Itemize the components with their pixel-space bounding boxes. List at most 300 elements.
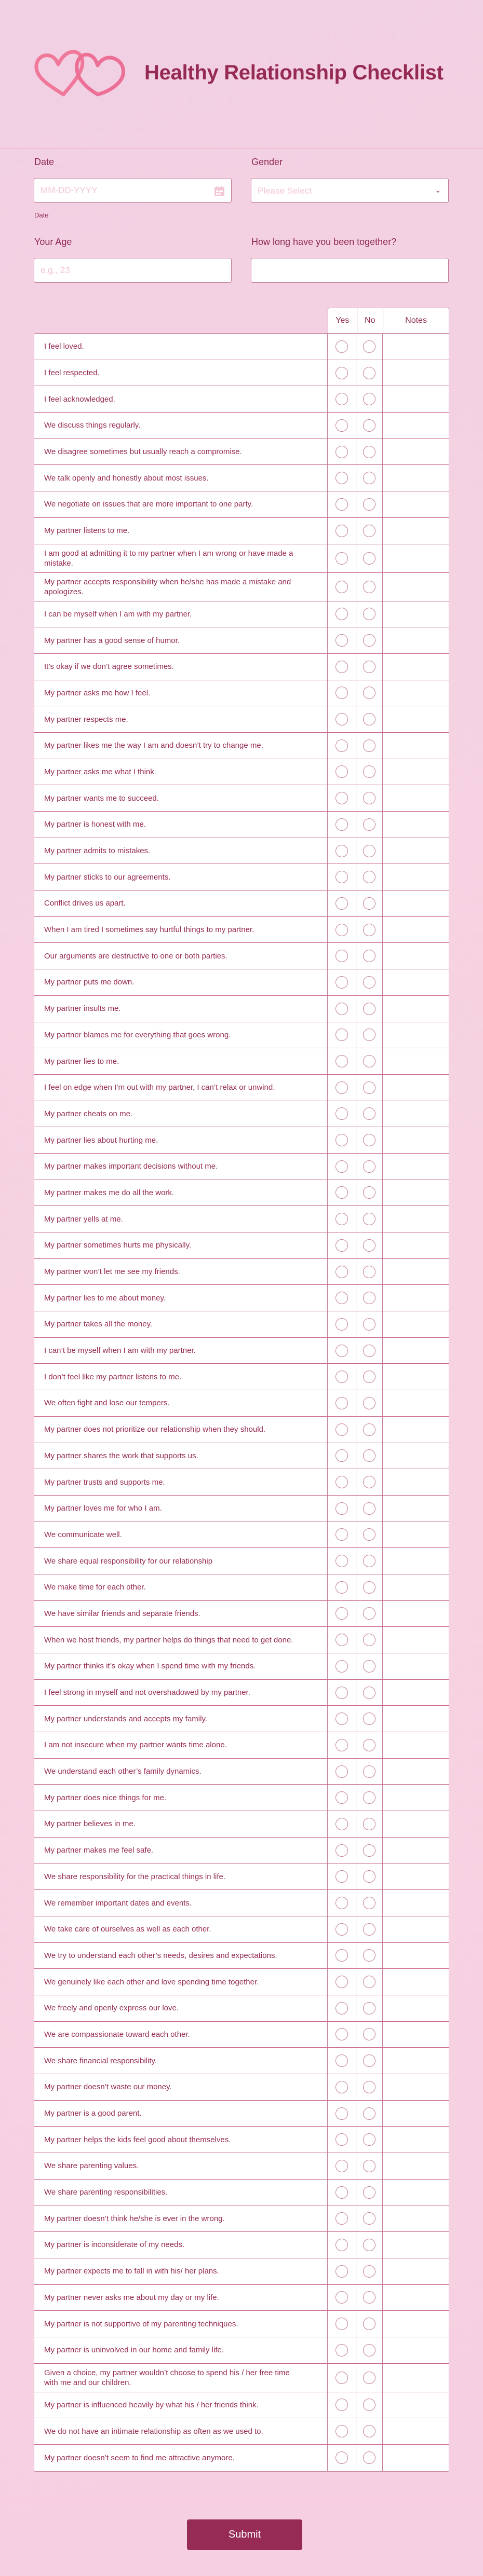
no-radio[interactable] <box>363 687 375 699</box>
notes-cell[interactable] <box>383 2048 449 2074</box>
no-radio[interactable] <box>363 739 375 752</box>
no-cell <box>356 969 383 995</box>
notes-cell[interactable] <box>383 759 449 785</box>
yes-radio[interactable] <box>336 552 348 565</box>
no-radio[interactable] <box>363 1818 375 1830</box>
yes-radio[interactable] <box>336 1739 348 1751</box>
table-row <box>34 812 449 838</box>
no-radio[interactable] <box>363 1528 375 1541</box>
yes-radio[interactable] <box>336 713 348 725</box>
notes-cell[interactable] <box>383 996 449 1022</box>
yes-radio[interactable] <box>336 608 348 620</box>
notes-cell[interactable] <box>383 1732 449 1758</box>
yes-radio[interactable] <box>336 1476 348 1488</box>
table-row <box>34 1364 449 1390</box>
no-radio[interactable] <box>363 552 375 565</box>
yes-radio[interactable] <box>336 792 348 804</box>
notes-cell[interactable] <box>383 1969 449 1995</box>
no-radio[interactable] <box>363 1687 375 1699</box>
yes-radio[interactable] <box>336 2028 348 2040</box>
no-radio[interactable] <box>363 1239 375 1252</box>
yes-cell <box>328 573 357 601</box>
no-radio[interactable] <box>363 634 375 647</box>
notes-cell[interactable] <box>383 1548 449 1574</box>
question-text: My partner never asks me about my day or my life. <box>34 2285 328 2311</box>
no-radio[interactable] <box>363 525 375 537</box>
no-radio[interactable] <box>363 1107 375 1120</box>
yes-cell <box>328 1785 357 1811</box>
notes-cell[interactable] <box>383 1785 449 1811</box>
notes-cell[interactable] <box>383 2311 449 2337</box>
notes-cell[interactable] <box>383 601 449 627</box>
no-radio[interactable] <box>363 1160 375 1173</box>
yes-radio[interactable] <box>336 1081 348 1094</box>
notes-cell[interactable] <box>383 1206 449 1232</box>
yes-radio[interactable] <box>336 1266 348 1278</box>
notes-cell[interactable] <box>383 1022 449 1048</box>
yes-cell <box>328 2337 357 2363</box>
no-radio[interactable] <box>363 1134 375 1146</box>
no-radio[interactable] <box>363 2133 375 2146</box>
notes-cell[interactable] <box>383 2127 449 2153</box>
notes-cell[interactable] <box>383 1653 449 1679</box>
no-radio[interactable] <box>363 765 375 778</box>
yes-radio[interactable] <box>336 1660 348 1673</box>
notes-cell[interactable] <box>383 1285 449 1311</box>
yes-radio[interactable] <box>336 976 348 989</box>
yes-radio[interactable] <box>336 1107 348 1120</box>
gender-select[interactable] <box>251 178 449 203</box>
yes-radio[interactable] <box>336 687 348 699</box>
no-radio[interactable] <box>363 1923 375 1936</box>
no-radio[interactable] <box>363 2081 375 2093</box>
no-radio[interactable] <box>363 1976 375 1988</box>
yes-radio[interactable] <box>336 1818 348 1830</box>
no-radio[interactable] <box>363 2107 375 2120</box>
notes-cell[interactable] <box>383 2337 449 2363</box>
no-radio[interactable] <box>363 2372 375 2384</box>
no-cell <box>356 2153 383 2179</box>
notes-cell[interactable] <box>383 1311 449 1337</box>
yes-cell <box>328 943 357 969</box>
yes-radio[interactable] <box>336 2318 348 2330</box>
yes-radio[interactable] <box>336 340 348 353</box>
yes-radio[interactable] <box>336 1292 348 1304</box>
notes-cell[interactable] <box>383 1364 449 1390</box>
no-cell <box>356 680 383 706</box>
notes-cell[interactable] <box>383 1811 449 1837</box>
yes-radio[interactable] <box>336 1502 348 1515</box>
yes-radio[interactable] <box>336 2160 348 2172</box>
no-radio[interactable] <box>363 1634 375 1646</box>
yes-cell <box>328 1285 357 1311</box>
notes-cell[interactable] <box>383 1890 449 1916</box>
notes-cell[interactable] <box>383 1469 449 1495</box>
no-radio[interactable] <box>363 2028 375 2040</box>
no-radio[interactable] <box>363 950 375 962</box>
table-row <box>34 1390 449 1417</box>
yes-radio[interactable] <box>336 1555 348 1567</box>
notes-cell[interactable] <box>383 1075 449 1101</box>
yes-radio[interactable] <box>336 1397 348 1409</box>
no-radio[interactable] <box>363 2265 375 2278</box>
yes-radio[interactable] <box>336 1607 348 1620</box>
no-radio[interactable] <box>363 2239 375 2251</box>
notes-cell[interactable] <box>383 2074 449 2100</box>
yes-radio[interactable] <box>336 1949 348 1962</box>
submit-button[interactable]: Submit <box>187 2519 302 2550</box>
notes-cell[interactable] <box>383 1048 449 1074</box>
notes-cell[interactable] <box>383 2180 449 2205</box>
question-text: We share financial responsibility. <box>34 2048 328 2074</box>
question-text: My partner yells at me. <box>34 1206 328 1232</box>
no-cell <box>356 2205 383 2231</box>
yes-radio[interactable] <box>336 2002 348 2015</box>
notes-cell[interactable] <box>383 334 449 360</box>
notes-cell[interactable] <box>383 2258 449 2284</box>
notes-cell[interactable] <box>383 1338 449 1364</box>
yes-radio[interactable] <box>336 393 348 405</box>
no-radio[interactable] <box>363 1739 375 1751</box>
notes-cell[interactable] <box>383 2392 449 2418</box>
notes-cell[interactable] <box>383 439 449 465</box>
no-cell <box>356 1916 383 1942</box>
age-field[interactable] <box>34 258 232 283</box>
notes-cell[interactable] <box>383 812 449 838</box>
yes-radio[interactable] <box>336 765 348 778</box>
yes-cell <box>328 706 357 732</box>
yes-radio[interactable] <box>336 1160 348 1173</box>
no-radio[interactable] <box>363 367 375 379</box>
together-input[interactable] <box>251 258 448 282</box>
notes-cell[interactable] <box>383 890 449 916</box>
yes-radio[interactable] <box>336 1186 348 1199</box>
yes-radio[interactable] <box>336 2265 348 2278</box>
notes-cell[interactable] <box>383 491 449 517</box>
notes-cell[interactable] <box>383 1417 449 1443</box>
notes-cell[interactable] <box>383 969 449 995</box>
no-radio[interactable] <box>363 818 375 831</box>
notes-cell[interactable] <box>383 2364 449 2392</box>
yes-radio[interactable] <box>336 2372 348 2384</box>
yes-radio[interactable] <box>336 739 348 752</box>
yes-radio[interactable] <box>336 2212 348 2225</box>
notes-cell[interactable] <box>383 1627 449 1653</box>
notes-cell[interactable] <box>383 1522 449 1548</box>
date-input[interactable] <box>34 179 231 202</box>
no-radio[interactable] <box>363 1371 375 1383</box>
question-text: We often fight and lose our tempers. <box>34 1390 328 1416</box>
yes-radio[interactable] <box>336 2425 348 2437</box>
no-radio[interactable] <box>363 1581 375 1594</box>
question-text: I don’t feel like my partner listens to me. <box>34 1364 328 1390</box>
no-radio[interactable] <box>363 1870 375 1883</box>
notes-cell[interactable] <box>383 1995 449 2021</box>
question-text: My partner is not supportive of my parenting techniques. <box>34 2311 328 2337</box>
yes-radio[interactable] <box>336 581 348 593</box>
no-radio[interactable] <box>363 1476 375 1488</box>
notes-cell[interactable] <box>383 943 449 969</box>
notes-cell[interactable] <box>383 838 449 864</box>
yes-radio[interactable] <box>336 1029 348 1041</box>
notes-cell[interactable] <box>383 733 449 759</box>
no-radio[interactable] <box>363 1397 375 1409</box>
yes-radio[interactable] <box>336 1345 348 1357</box>
together-field[interactable] <box>251 258 449 283</box>
question-text: My partner won’t let me see my friends. <box>34 1259 328 1285</box>
yes-cell <box>328 627 357 653</box>
no-radio[interactable] <box>363 976 375 989</box>
notes-cell[interactable] <box>383 627 449 653</box>
no-radio[interactable] <box>363 2212 375 2225</box>
notes-cell[interactable] <box>383 360 449 386</box>
notes-cell[interactable] <box>383 573 449 601</box>
no-radio[interactable] <box>363 1055 375 1067</box>
no-radio[interactable] <box>363 1423 375 1436</box>
yes-cell <box>328 1364 357 1390</box>
notes-cell[interactable] <box>383 1154 449 1180</box>
no-radio[interactable] <box>363 897 375 910</box>
no-radio[interactable] <box>363 792 375 804</box>
no-radio[interactable] <box>363 608 375 620</box>
notes-cell[interactable] <box>383 706 449 732</box>
no-radio[interactable] <box>363 1844 375 1857</box>
no-radio[interactable] <box>363 924 375 936</box>
notes-cell[interactable] <box>383 1680 449 1706</box>
yes-radio[interactable] <box>336 1239 348 1252</box>
yes-radio[interactable] <box>336 1003 348 1015</box>
no-radio[interactable] <box>363 2002 375 2015</box>
no-radio[interactable] <box>363 419 375 432</box>
no-radio[interactable] <box>363 1555 375 1567</box>
no-radio[interactable] <box>363 1003 375 1015</box>
notes-cell[interactable] <box>383 544 449 572</box>
no-radio[interactable] <box>363 661 375 673</box>
notes-cell[interactable] <box>383 1706 449 1732</box>
notes-cell[interactable] <box>383 413 449 439</box>
notes-cell[interactable] <box>383 680 449 706</box>
notes-cell[interactable] <box>383 2101 449 2127</box>
yes-radio[interactable] <box>336 1423 348 1436</box>
no-radio[interactable] <box>363 1712 375 1725</box>
no-radio[interactable] <box>363 1607 375 1620</box>
no-radio[interactable] <box>363 713 375 725</box>
no-radio[interactable] <box>363 2186 375 2199</box>
yes-radio[interactable] <box>336 1923 348 1936</box>
no-radio[interactable] <box>363 2451 375 2464</box>
notes-cell[interactable] <box>383 1496 449 1522</box>
yes-radio[interactable] <box>336 2291 348 2304</box>
question-text: My partner sometimes hurts me physically. <box>34 1232 328 1258</box>
no-radio[interactable] <box>363 2054 375 2067</box>
date-field[interactable] <box>34 178 232 203</box>
no-cell <box>356 334 383 360</box>
yes-radio[interactable] <box>336 1371 348 1383</box>
no-radio[interactable] <box>363 2425 375 2437</box>
yes-radio[interactable] <box>336 1976 348 1988</box>
notes-cell[interactable] <box>383 2418 449 2444</box>
yes-radio[interactable] <box>336 924 348 936</box>
notes-cell[interactable] <box>383 2153 449 2179</box>
yes-radio[interactable] <box>336 2054 348 2067</box>
table-row <box>34 969 449 996</box>
notes-cell[interactable] <box>383 654 449 680</box>
notes-cell[interactable] <box>383 1943 449 1969</box>
yes-radio[interactable] <box>336 1844 348 1857</box>
table-row <box>34 1943 449 1969</box>
no-radio[interactable] <box>363 340 375 353</box>
question-text: I am not insecure when my partner wants time alone. <box>34 1732 328 1758</box>
yes-cell <box>328 1232 357 1258</box>
yes-radio[interactable] <box>336 498 348 511</box>
no-radio[interactable] <box>363 1502 375 1515</box>
notes-cell[interactable] <box>383 1574 449 1600</box>
yes-radio[interactable] <box>336 661 348 673</box>
no-cell <box>356 1259 383 1285</box>
no-cell <box>356 1048 383 1074</box>
yes-radio[interactable] <box>336 1791 348 1804</box>
no-radio[interactable] <box>363 1029 375 1041</box>
no-radio[interactable] <box>363 1081 375 1094</box>
table-row <box>34 360 449 387</box>
yes-radio[interactable] <box>336 2081 348 2093</box>
age-input[interactable] <box>34 258 231 282</box>
no-cell <box>356 1811 383 1837</box>
yes-radio[interactable] <box>336 1765 348 1778</box>
yes-radio[interactable] <box>336 634 348 647</box>
notes-cell[interactable] <box>383 1838 449 1864</box>
yes-radio[interactable] <box>336 1712 348 1725</box>
yes-radio[interactable] <box>336 2451 348 2464</box>
no-cell <box>356 1232 383 1258</box>
question-text: We negotiate on issues that are more important to one party. <box>34 491 328 517</box>
yes-radio[interactable] <box>336 367 348 379</box>
no-radio[interactable] <box>363 1660 375 1673</box>
no-radio[interactable] <box>363 1318 375 1331</box>
notes-cell[interactable] <box>383 1232 449 1258</box>
notes-cell[interactable] <box>383 785 449 811</box>
yes-radio[interactable] <box>336 845 348 857</box>
yes-cell <box>328 1653 357 1679</box>
no-radio[interactable] <box>363 2399 375 2411</box>
no-radio[interactable] <box>363 1449 375 1462</box>
yes-radio[interactable] <box>336 1897 348 1909</box>
no-radio[interactable] <box>363 1345 375 1357</box>
notes-cell[interactable] <box>383 518 449 544</box>
question-text: My partner likes me the way I am and doesn’t try to change me. <box>34 733 328 759</box>
no-radio[interactable] <box>363 472 375 484</box>
yes-radio[interactable] <box>336 1687 348 1699</box>
no-radio[interactable] <box>363 2318 375 2330</box>
yes-cell <box>328 1627 357 1653</box>
yes-radio[interactable] <box>336 472 348 484</box>
notes-cell[interactable] <box>383 864 449 890</box>
yes-radio[interactable] <box>336 2186 348 2199</box>
no-radio[interactable] <box>363 845 375 857</box>
yes-radio[interactable] <box>336 950 348 962</box>
yes-radio[interactable] <box>336 1318 348 1331</box>
notes-cell[interactable] <box>383 2445 449 2471</box>
yes-radio[interactable] <box>336 2239 348 2251</box>
yes-cell <box>328 1048 357 1074</box>
yes-radio[interactable] <box>336 525 348 537</box>
question-text: My partner is inconsiderate of my needs. <box>34 2232 328 2258</box>
no-radio[interactable] <box>363 1765 375 1778</box>
no-radio[interactable] <box>363 1897 375 1909</box>
yes-radio[interactable] <box>336 2344 348 2356</box>
yes-radio[interactable] <box>336 1213 348 1225</box>
notes-cell[interactable] <box>383 1601 449 1627</box>
no-radio[interactable] <box>363 871 375 883</box>
no-radio[interactable] <box>363 2291 375 2304</box>
yes-radio[interactable] <box>336 419 348 432</box>
table-row <box>34 627 449 654</box>
no-radio[interactable] <box>363 1186 375 1199</box>
notes-cell[interactable] <box>383 2232 449 2258</box>
no-cell <box>356 1627 383 1653</box>
yes-radio[interactable] <box>336 871 348 883</box>
no-radio[interactable] <box>363 1949 375 1962</box>
calendar-icon[interactable] <box>214 186 224 196</box>
yes-radio[interactable] <box>336 1528 348 1541</box>
yes-cell <box>328 1101 357 1127</box>
yes-radio[interactable] <box>336 2107 348 2120</box>
no-radio[interactable] <box>363 1213 375 1225</box>
no-radio[interactable] <box>363 1266 375 1278</box>
notes-cell[interactable] <box>383 1390 449 1416</box>
no-radio[interactable] <box>363 1292 375 1304</box>
yes-radio[interactable] <box>336 897 348 910</box>
yes-radio[interactable] <box>336 1870 348 1883</box>
notes-cell[interactable] <box>383 465 449 491</box>
yes-radio[interactable] <box>336 1134 348 1146</box>
notes-cell[interactable] <box>383 2205 449 2231</box>
yes-radio[interactable] <box>336 1581 348 1594</box>
notes-cell[interactable] <box>383 2022 449 2048</box>
notes-cell[interactable] <box>383 1180 449 1206</box>
no-cell <box>356 2101 383 2127</box>
no-radio[interactable] <box>363 581 375 593</box>
notes-cell[interactable] <box>383 1443 449 1469</box>
no-radio[interactable] <box>363 393 375 405</box>
notes-cell[interactable] <box>383 1759 449 1785</box>
notes-cell[interactable] <box>383 1101 449 1127</box>
no-radio[interactable] <box>363 1791 375 1804</box>
no-radio[interactable] <box>363 446 375 458</box>
notes-cell[interactable] <box>383 1127 449 1153</box>
notes-cell[interactable] <box>383 1916 449 1942</box>
yes-radio[interactable] <box>336 1449 348 1462</box>
yes-radio[interactable] <box>336 2133 348 2146</box>
question-text: We do not have an intimate relationship as often as we used to. <box>34 2418 328 2444</box>
notes-cell[interactable] <box>383 1259 449 1285</box>
notes-cell[interactable] <box>383 1864 449 1890</box>
no-radio[interactable] <box>363 2160 375 2172</box>
yes-radio[interactable] <box>336 818 348 831</box>
no-radio[interactable] <box>363 498 375 511</box>
yes-radio[interactable] <box>336 2399 348 2411</box>
no-cell <box>356 838 383 864</box>
no-radio[interactable] <box>363 2344 375 2356</box>
question-text: When I am tired I sometimes say hurtful things to my partner. <box>34 917 328 943</box>
notes-cell[interactable] <box>383 2285 449 2311</box>
yes-radio[interactable] <box>336 1634 348 1646</box>
yes-cell <box>328 1759 357 1785</box>
notes-cell[interactable] <box>383 917 449 943</box>
yes-radio[interactable] <box>336 446 348 458</box>
notes-cell[interactable] <box>383 386 449 412</box>
yes-radio[interactable] <box>336 1055 348 1067</box>
